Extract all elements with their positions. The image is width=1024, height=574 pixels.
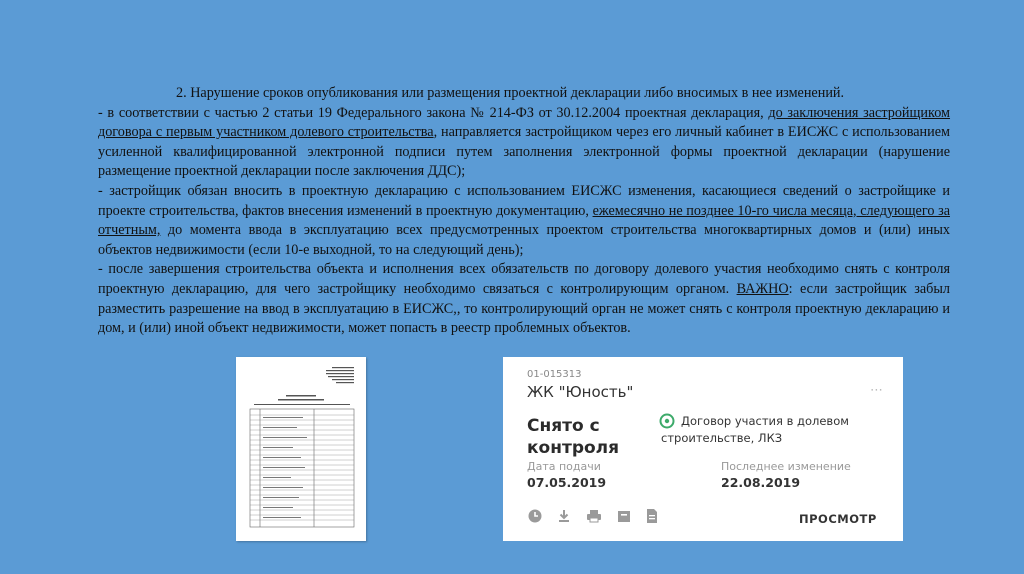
- slide-body: [98, 84, 950, 339]
- b3-important: ВАЖНО: [736, 280, 789, 297]
- submit-date-label: Дата подачи: [527, 460, 601, 473]
- b2-rest: до момента ввода в эксплуатацию всех предусмотренных проектом строительства многоквартирных домов и (или) иных объектов недвижимости (если 10-е выходной, то на следующий день);: [98, 222, 950, 258]
- document-icon[interactable]: [645, 508, 659, 528]
- more-icon[interactable]: ⋯: [870, 383, 883, 398]
- declaration-status-card[interactable]: [503, 357, 903, 541]
- b2-underlined: ежемесячно не позднее 10-го числа месяца, следующего за отчетным,: [98, 202, 950, 239]
- b3-text: - после завершения строительства объекта и исполнения всех обязательств по договору долевого участия необходимо снять с контроля проектную декларацию, для чего застройщику необходимо связаться с контролирующим органом.: [98, 261, 950, 297]
- declaration-code: 01-015313: [527, 369, 582, 380]
- project-name: ЖК "Юность": [527, 383, 634, 401]
- submit-date-value: 07.05.2019: [527, 475, 607, 490]
- b1-rest: , направляется застройщиком через его личный кабинет в ЕИСЖС с использованием усиленной квалифицированной электронной подписи путем заполнения электронной формы проектной декларации (нарушение размещение проектной декларации после заключения ДДС);: [98, 124, 950, 180]
- document-icon: [236, 357, 366, 541]
- bullet-changes: [98, 182, 950, 260]
- archive-icon[interactable]: [616, 508, 632, 528]
- document-thumbnail: [236, 357, 366, 541]
- b1-text: - в соответствии с частью 2 статьи 19 Федерального закона № 214-ФЗ от 30.12.2004 проектная декларация,: [98, 104, 769, 121]
- print-icon[interactable]: [585, 508, 603, 528]
- download-icon[interactable]: [556, 508, 572, 528]
- clock-icon[interactable]: [527, 508, 543, 528]
- b1-underlined: до заключения застройщиком договора с первым участником долевого строительства: [98, 104, 951, 141]
- view-button[interactable]: ПРОСМОТР: [799, 512, 877, 526]
- b3-rest: : если застройщик забыл разместить разрешение на ввод в эксплуатацию в ЕИСЖС,, то контролирующий орган не может снять с контроля проектную декларацию и дом, и (или) иной объект недвижимости, может попасть в реестр проблемных объектов.: [98, 280, 950, 337]
- bullet-project-declaration: [98, 104, 950, 182]
- status-label: Снято с контроля: [527, 416, 620, 458]
- bullet-completion: [98, 260, 950, 338]
- b2-text: - застройщик обязан вносить в проектную декларацию с использованием ЕИСЖС изменения, касающиеся сведений о застройщике и проекте строительства, фактов внесения изменений в проектную документацию,: [98, 182, 950, 219]
- last-change-label: Последнее изменение: [721, 460, 851, 473]
- contract-type: Договор участия в долевом строительстве, ЛКЗ: [661, 414, 849, 445]
- last-change-value: 22.08.2019: [721, 475, 801, 490]
- card-toolbar: [527, 507, 667, 527]
- heading-paragraph: 2. Нарушение сроков опубликования или размещения проектной декларации либо вносимых в нее изменений.: [176, 85, 845, 101]
